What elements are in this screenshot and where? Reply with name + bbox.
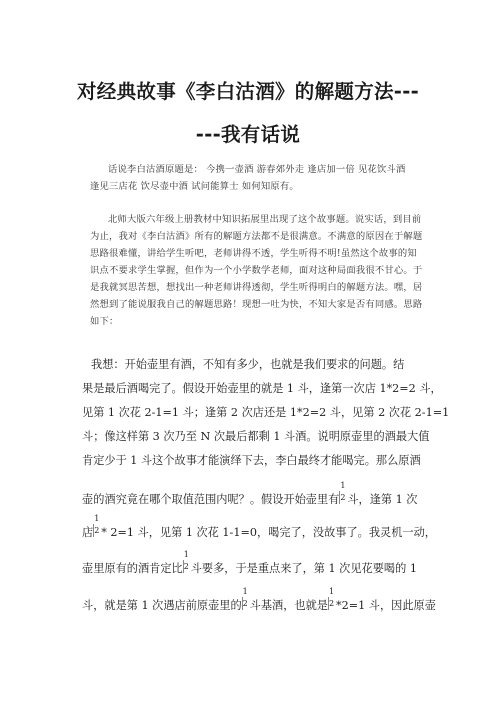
background-line: 是我就冥思苦想，想找出一种老师讲得透彻，学生听得明白的解题方法。嘿，居: [90, 282, 423, 293]
solution-text: 斗，逢第 1 次: [347, 493, 418, 506]
fraction-denominator: 2: [94, 526, 100, 535]
solution-line: [82, 550, 417, 576]
fraction-numerator: 1: [183, 550, 189, 559]
fraction-numerator: 1: [340, 481, 346, 490]
solution-line: [82, 481, 418, 507]
solution-line: [82, 514, 436, 540]
fraction-one-half: [339, 481, 347, 503]
background-line: 识点不要求学生掌握，但作为一个小学数学老师，面对这种局面我很不甘心。于: [90, 265, 423, 276]
doc-title-line-2: ---我有话说: [195, 123, 301, 146]
solution-line: 见第 1 次花 2-1=1 斗；逢第 2 次店还是 1*2=2 斗，见第 2 次花 2-1=1: [82, 406, 450, 419]
fraction-one-half: [93, 514, 101, 536]
solution-text: * 2=1 斗，见第 1 次花 1-1=0，喝完了，没故事了。我灵机一动，: [101, 526, 436, 539]
background-line: 如下：: [90, 316, 119, 327]
solution-text: 店: [82, 526, 94, 539]
fraction-numerator: 1: [329, 587, 335, 596]
background-line: 然想到了能说服我自己的解题思路！现想一吐为快，不知大家是否有同感。思路: [90, 299, 423, 310]
solution-text: *2=1 斗，因此原壶: [336, 599, 436, 612]
solution-text: 壶的酒究竟在哪个取值范围内呢？。假设开始壶里有: [82, 493, 340, 506]
solution-line: [91, 356, 404, 372]
fraction-one-half: [328, 587, 336, 609]
fraction-denominator: 2: [242, 599, 248, 608]
solution-text: 斗要多，于是重点来了，第 1 次见花要喝的 1: [190, 562, 417, 575]
background-paragraph: [90, 211, 423, 330]
fraction-numerator: 1: [94, 514, 100, 523]
fraction-denominator: 2: [183, 562, 189, 571]
solution-text: 我想：开始壶里有酒，不知有多少，也就是我们要求的问题。结: [91, 358, 405, 371]
background-line: 为止，我对《李白沽酒》所有的解题方法都不是很满意。不满意的原因在于解题: [90, 231, 423, 242]
intro-line: 逢见三店花 饮尽壶中酒 试问能算士 如何知原有。: [90, 181, 299, 192]
solution-text: 斗，就是第 1 次遇店前原壶里的: [82, 599, 242, 612]
fraction-denominator: 2: [340, 493, 346, 502]
solution-line: [82, 587, 436, 613]
solution-text: 壶里原有的酒肯定比: [82, 562, 183, 575]
background-line: 思路很难懂，讲给学生听吧，老师讲得不透，学生听得不明!虽然这个故事的知: [90, 248, 417, 259]
fraction-one-half: [183, 550, 191, 572]
solution-line: 肯定少于 1 斗这个故事才能演绎下去，李白最终才能喝完。那么原酒: [82, 454, 421, 467]
intro-line: 话说李白沽酒原题是： 今携一壶酒 游春郊外走 逢店加一倍 见花饮斗酒: [108, 164, 406, 175]
fraction-numerator: 1: [242, 587, 248, 596]
solution-line: 果是最后酒喝完了。假设开始壶里的就是 1 斗，逢第一次店 1*2=2 斗，: [82, 382, 442, 395]
background-line: 北师大版六年级上册教材中知识拓展里出现了这个故事题。说实话，到目前: [108, 214, 422, 225]
fraction-denominator: 2: [329, 599, 335, 608]
solution-text: 斗基酒，也就是: [249, 599, 328, 612]
fraction-one-half: [242, 587, 250, 609]
solution-line: 斗；像这样第 3 次乃至 N 次最后都剩 1 斗酒。说明原壶里的酒最大值: [82, 430, 430, 443]
doc-title-line-1: 对经典故事《李白沽酒》的解题方法---: [77, 80, 419, 103]
intro-paragraph: [90, 161, 410, 195]
